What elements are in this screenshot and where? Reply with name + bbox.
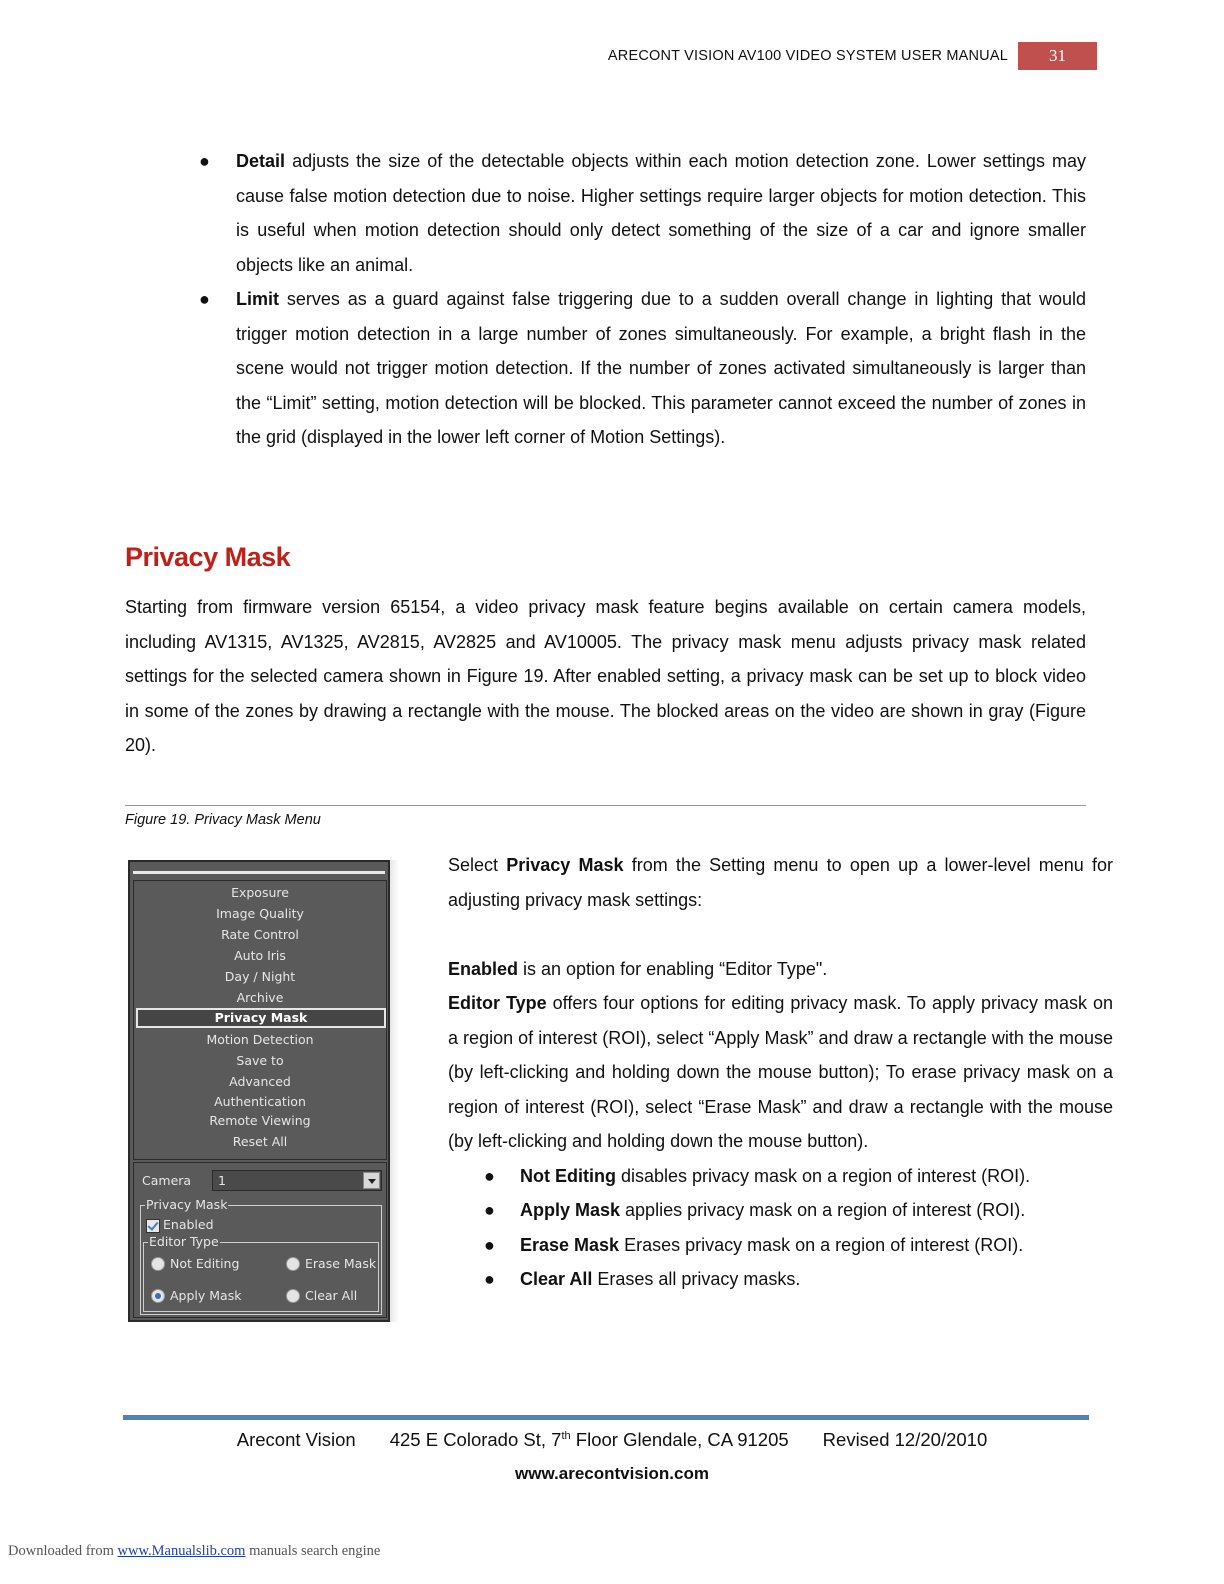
not-editing-text: disables privacy mask on a region of interest (ROI). [615, 1165, 1031, 1186]
addr-sup: th [561, 1429, 571, 1442]
clear-all-text: Erases all privacy masks. [592, 1269, 801, 1289]
erase-mask-term: Erase Mask [520, 1234, 620, 1255]
footer-company: Arecont Vision [236, 1429, 356, 1450]
clear-all-term: Clear All [520, 1269, 593, 1289]
menu-item-auto-iris[interactable]: Auto Iris [234, 948, 286, 963]
camera-value: 1 [218, 1173, 226, 1188]
privacy-settings-pane [133, 1162, 387, 1318]
privacy-mask-menu-screenshot [128, 860, 390, 1322]
clear-all-label: Clear All [305, 1288, 358, 1303]
menu-item-archive[interactable]: Archive [236, 990, 284, 1005]
footer-revised: Revised 12/20/2010 [822, 1429, 988, 1450]
list-item [448, 1262, 1113, 1297]
clear-all-radio[interactable] [286, 1289, 300, 1303]
footer-address-line [0, 1429, 1224, 1451]
select-post: from the Setting menu to open up a lower-level menu for adjusting privacy mask settings: [448, 855, 1113, 910]
erase-mask-text: Erases privacy mask on a region of interest (ROI). [619, 1234, 1024, 1255]
bullet-icon: ● [484, 1269, 495, 1289]
panel-shadow [390, 860, 399, 1322]
bullet-icon: ● [199, 151, 210, 171]
menu-item-exposure[interactable]: Exposure [231, 885, 289, 900]
not-editing-radio[interactable] [151, 1257, 165, 1271]
apply-mask-radio[interactable] [151, 1289, 165, 1303]
erase-mask-label: Erase Mask [305, 1256, 377, 1271]
not-editing-term: Not Editing [520, 1165, 616, 1186]
editor-type-term: Editor Type [448, 993, 547, 1013]
bullet-icon: ● [199, 289, 210, 309]
detail-text: adjusts the size of the detectable objects within each motion detection zone. Lower settings may cause false motion detection due to noise. Higher settings require larger objects for motion detection. This is useful when motion detection should only detect something of the size of a car and ignore smaller objects like an animal. [236, 151, 1086, 275]
menu-item-privacy-mask[interactable]: Privacy Mask [136, 1008, 386, 1028]
bullet-icon: ● [484, 1165, 495, 1186]
chevron-down-icon[interactable] [363, 1172, 380, 1189]
menu-item-authentication[interactable]: Authentication [214, 1094, 306, 1109]
enabled-checkbox[interactable] [146, 1219, 160, 1233]
running-header: ARECONT VISION AV100 VIDEO SYSTEM USER MANUAL [607, 48, 1008, 64]
bullet-list-top [196, 144, 1086, 455]
download-suffix: manuals search engine [245, 1543, 381, 1559]
figure-divider [125, 805, 1086, 806]
list-item [196, 144, 1086, 282]
intro-paragraph: Starting from firmware version 65154, a video privacy mask feature begins available on certain camera models, including AV1315, AV1325, AV2815, AV2825 and AV10005. The privacy mask menu adjusts privacy mask related settings for the selected camera shown in Figure 19. After enabled setting, a privacy mask can be set up to block video in some of the zones by drawing a rectangle with the mouse. The blocked areas on the video are shown in gray (Figure 20). [125, 597, 1086, 755]
privacy-mask-term: Privacy Mask [506, 855, 624, 875]
figure-caption: Figure 19. Privacy Mask Menu [125, 812, 321, 828]
menu-item-advanced[interactable]: Advanced [229, 1074, 291, 1089]
addr-post: Floor Glendale, CA 91205 [570, 1429, 789, 1450]
menu-item-image-quality[interactable]: Image Quality [216, 906, 304, 921]
camera-label: Camera [142, 1173, 192, 1188]
limit-text: serves as a guard against false triggering due to a sudden overall change in lighting that would trigger motion detection in a large number of zones simultaneously. For example, a bright flash in the scene would not trigger motion detection. If the number of zones activated simultaneously is larger than the “Limit” setting, motion detection will be blocked. This parameter cannot exceed the number of zones in the grid (displayed in the lower left corner of Motion Settings). [236, 289, 1086, 447]
term-detail: Detail [236, 151, 286, 171]
menu-item-rate-control[interactable]: Rate Control [221, 927, 299, 942]
select-pre: Select [448, 855, 507, 875]
manualslib-link[interactable]: www.Manualslib.com [117, 1543, 246, 1559]
settings-menu [133, 880, 387, 1160]
bullet-icon: ● [484, 1234, 495, 1255]
apply-mask-text: applies privacy mask on a region of interest (ROI). [620, 1200, 1026, 1220]
privacy-mask-description [448, 848, 1113, 1297]
select-paragraph [448, 848, 1113, 917]
section-title: Privacy Mask [125, 542, 291, 572]
bullet-icon: ● [484, 1200, 495, 1220]
menu-item-save-to[interactable]: Save to [236, 1053, 284, 1068]
footer-website-link[interactable]: www.arecontvision.com [515, 1464, 709, 1483]
editor-type-paragraph [448, 986, 1113, 1159]
list-item [196, 282, 1086, 455]
erase-mask-radio[interactable] [286, 1257, 300, 1271]
editor-type-text: offers four options for editing privacy mask. To apply privacy mask on a region of interest (ROI), select “Apply Mask” and draw a rectangle with the mouse (by left-clicking and holding down the mouse button); To erase privacy mask on a region of interest (ROI), select “Erase Mask” and draw a rectangle with the mouse (by left-clicking and holding down the mouse button). [448, 993, 1113, 1151]
menu-item-reset-all[interactable]: Reset All [232, 1134, 288, 1149]
footer-address [390, 1429, 789, 1450]
download-prefix: Downloaded from [8, 1543, 118, 1559]
camera-select[interactable] [212, 1170, 382, 1191]
editor-type-group [143, 1234, 379, 1312]
enabled-text: is an option for enabling “Editor Type". [518, 958, 828, 979]
not-editing-label: Not Editing [170, 1256, 240, 1271]
term-limit: Limit [236, 289, 279, 309]
panel-top-line [133, 871, 385, 874]
spacer [448, 917, 1113, 952]
menu-item-day-night[interactable]: Day / Night [224, 969, 296, 984]
enabled-paragraph [448, 952, 1113, 987]
enabled-term: Enabled [448, 958, 519, 979]
privacy-mask-group-title: Privacy Mask [146, 1197, 228, 1212]
page-number: 31 [1018, 42, 1097, 70]
enabled-label: Enabled [163, 1217, 214, 1232]
editor-type-title: Editor Type [149, 1234, 219, 1249]
list-item [448, 1193, 1113, 1228]
download-note [8, 1543, 380, 1560]
privacy-mask-group [140, 1197, 382, 1315]
addr-pre: 425 E Colorado St, 7 [389, 1429, 562, 1450]
list-item [448, 1159, 1113, 1194]
apply-mask-term: Apply Mask [520, 1200, 621, 1220]
list-item [448, 1228, 1113, 1263]
footer-rule [123, 1415, 1089, 1420]
menu-item-remote-viewing[interactable]: Remote Viewing [209, 1113, 311, 1128]
menu-item-motion-detection[interactable]: Motion Detection [206, 1032, 314, 1047]
apply-mask-label: Apply Mask [170, 1288, 242, 1303]
